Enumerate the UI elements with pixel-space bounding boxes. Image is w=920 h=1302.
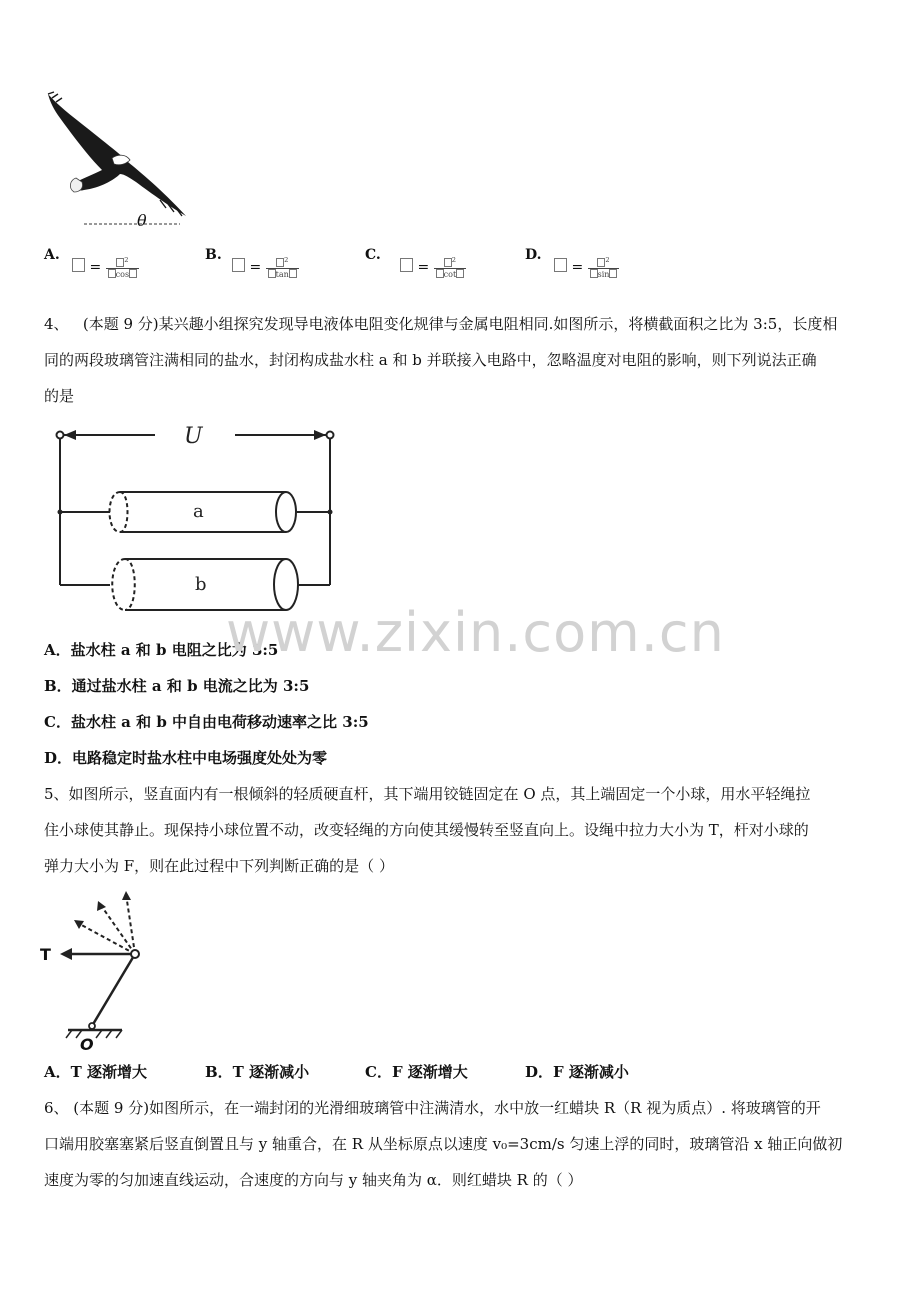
dashed-rope-directions [76,894,135,954]
arrow-right-icon [314,430,326,440]
tube-a-label: a [193,501,204,522]
angle-label: θ [137,211,147,230]
placeholder-glyph-icon [436,269,444,278]
placeholder-glyph-icon [129,269,137,278]
tube-b-label: b [195,574,207,595]
q5-option-c[interactable]: C．F 逐渐增大 [365,1063,468,1081]
q5-question-text: 5、如图所示，竖直面内有一根倾斜的轻质硬直杆，其下端用铰链固定在 O 点，其上端固定一个小球，用水平轻绳拉 住小球使其静止。现保持小球位置不动，改变轻绳的方向使其缓慢转至竖直向上。设绳中拉力大小为 T，杆对小球的 弹力大小为 F，则在此过程中下列判断正确的是（ ） [44,785,811,875]
placeholder-glyph-icon [108,269,116,278]
placeholder-glyph-icon [456,269,464,278]
q5-option-a[interactable]: A．T 逐渐增大 [44,1063,148,1081]
q3-option-a-letter[interactable]: A. [44,247,60,263]
q5-option-d[interactable]: D．F 逐渐减小 [525,1063,629,1081]
eagle-silhouette [48,92,186,216]
placeholder-glyph-icon [554,258,567,272]
ball [131,950,139,958]
left-terminal [57,432,64,439]
circuit-diagram [50,420,350,620]
q3-option-c-formula[interactable]: = $\frac{^2}{\cot}$ [400,256,466,279]
q3-option-a-formula[interactable]: = $\frac{^2}{\cos}$ [72,256,139,279]
q3-option-c-letter[interactable]: C. [365,247,381,263]
q4-option-a[interactable]: A．盐水柱 a 和 b 电阻之比为 3:5 [44,641,279,659]
placeholder-glyph-icon [590,269,598,278]
voltage-label: U [184,424,203,449]
placeholder-glyph-icon [276,258,284,267]
watermark: www.zixin.com.cn [226,601,725,664]
right-terminal [327,432,334,439]
placeholder-glyph-icon [289,269,297,278]
q4-option-c[interactable]: C．盐水柱 a 和 b 中自由电荷移动速率之比 3:5 [44,713,369,731]
pivot-label: O [80,1035,94,1053]
q4-option-d[interactable]: D．电路稳定时盐水柱中电场强度处处为零 [44,749,328,767]
q6-question-text: 6、 (本题 9 分)如图所示，在一端封闭的光滑细玻璃管中注满清水，水中放一红蜡块 R（R 视为质点）. 将玻璃管的开 口端用胶塞塞紧后竖直倒置且与 y 轴重合，在 R 从坐标原点以速度 v₀=3cm/s 匀速上浮的同时，玻璃管沿 x 轴正向做初 速度为零的匀加速直线运动，合速度的方向与 y 轴夹角为 α．则红蜡块 R 的（ ） [44,1099,843,1189]
q3-option-b-formula[interactable]: = $\frac{^2}{\tan}$ [232,256,299,279]
placeholder-glyph-icon [72,258,85,272]
eagle-figure [40,88,195,233]
tension-label: T [40,945,51,964]
placeholder-glyph-icon [609,269,617,278]
q3-option-b-letter[interactable]: B. [205,247,222,263]
q3-option-d-letter[interactable]: D. [525,247,542,263]
tension-arrow-icon [60,948,72,960]
arrow-left-icon [64,430,76,440]
rod-figure [40,888,150,1053]
placeholder-glyph-icon [232,258,245,272]
q4-question-text: 4、 (本题 9 分)某兴趣小组探究发现导电液体电阻变化规律与金属电阻相同.如图所示，将横截面积之比为 3:5，长度相 同的两段玻璃管注满相同的盐水，封闭构成盐水柱 a 和 b 并联接入电路中，忽略温度对电阻的影响，则下列说法正确 的是 [44,315,838,405]
hinge [89,1023,95,1029]
q5-option-b[interactable]: B．T 逐渐减小 [205,1063,310,1081]
q3-option-d-formula[interactable]: = $\frac{^2}{\sin}$ [554,256,619,279]
q4-option-b[interactable]: B．通过盐水柱 a 和 b 电流之比为 3:5 [44,677,310,695]
placeholder-glyph-icon [268,269,276,278]
placeholder-glyph-icon [444,258,452,267]
placeholder-glyph-icon [400,258,413,272]
